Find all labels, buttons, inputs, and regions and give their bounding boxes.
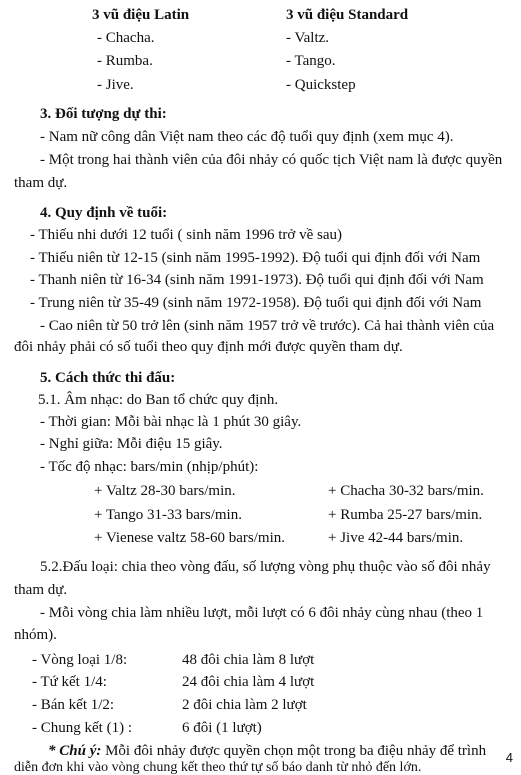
- section-4-line: - Thiếu nhi dưới 12 tuổi ( sinh năm 1996 trở về sau): [30, 227, 343, 243]
- section-5-line: - Thời gian: Mỗi bài nhạc là 1 phút 30 giây.: [40, 414, 302, 430]
- section-5-line: nhóm).: [14, 627, 57, 643]
- section-5-title: 5. Cách thức thi đấu:: [40, 370, 176, 386]
- round-value: 48 đôi chia làm 8 lượt: [182, 652, 315, 668]
- standard-item: - Quickstep: [286, 77, 356, 93]
- round-name: - Vòng loại 1/8:: [32, 652, 128, 668]
- note-line: [48, 742, 486, 760]
- tempo-item: + Jive 42-44 bars/min.: [328, 530, 464, 546]
- section-5-line: - Nghỉ giữa: Mỗi điệu 15 giây.: [40, 436, 223, 452]
- section-5-line: 5.2.Đấu loại: chia theo vòng đấu, số lượng vòng phụ thuộc vào số đôi nhảy: [40, 559, 491, 575]
- tempo-item: + Chacha 30-32 bars/min.: [328, 483, 484, 499]
- round-name: - Chung kết (1) :: [32, 720, 132, 736]
- section-5-line: - Mỗi vòng chia làm nhiều lượt, mỗi lượt có 6 đôi nhảy cùng nhau (theo 1: [40, 605, 484, 621]
- section-3-title: 3. Đối tượng dự thi:: [40, 106, 167, 122]
- section-3-line: - Một trong hai thành viên của đôi nhảy có quốc tịch Việt nam là được quyền: [40, 152, 503, 168]
- section-3-line: - Nam nữ công dân Việt nam theo các độ tuổi quy định (xem mục 4).: [40, 129, 454, 145]
- latin-item: - Rumba.: [97, 53, 153, 69]
- note-text: Mỗi đôi nhảy được quyền chọn một trong ba điệu nhảy để trình: [101, 743, 487, 759]
- tempo-item: + Valtz 28-30 bars/min.: [94, 483, 236, 499]
- tempo-item: + Vienese valtz 58-60 bars/min.: [94, 530, 285, 546]
- latin-item: - Jive.: [97, 77, 134, 93]
- latin-heading: 3 vũ điệu Latin: [92, 7, 190, 23]
- note-label: * Chú ý:: [48, 743, 102, 759]
- standard-item: - Valtz.: [286, 30, 330, 46]
- round-value: 24 đôi chia làm 4 lượt: [182, 674, 315, 690]
- section-5-line: 5.1. Âm nhạc: do Ban tổ chức quy định.: [38, 392, 279, 408]
- section-4-line: - Trung niên từ 35-49 (sinh năm 1972-1958). Độ tuổi qui định đối với Nam: [30, 295, 482, 311]
- round-name: - Tứ kết 1/4:: [32, 674, 107, 690]
- section-5-line: tham dự.: [14, 582, 68, 598]
- standard-item: - Tango.: [286, 53, 336, 69]
- round-value: 6 đôi (1 lượt): [182, 720, 262, 736]
- section-4-line: - Thiếu niên từ 12-15 (sinh năm 1995-1992). Độ tuổi qui định đối với Nam: [30, 250, 481, 266]
- section-4-line: đôi nhảy phải có số tuổi theo quy định mới được quyền tham dự.: [14, 339, 403, 355]
- note-line-2: diễn đơn khi vào vòng chung kết theo thứ tự số báo danh từ nhỏ đến lớn.: [14, 760, 422, 775]
- round-value: 2 đôi chia làm 2 lượt: [182, 697, 307, 713]
- tempo-item: + Rumba 25-27 bars/min.: [328, 507, 483, 523]
- section-4-line: - Cao niên từ 50 trở lên (sinh năm 1957 trở về trước). Cả hai thành viên của: [40, 318, 495, 334]
- section-4-line: - Thanh niên từ 16-34 (sinh năm 1991-1973). Độ tuổi qui định đối với Nam: [30, 272, 484, 288]
- round-name: - Bán kết 1/2:: [32, 697, 115, 713]
- section-5-line: - Tốc độ nhạc: bars/min (nhịp/phút):: [40, 459, 259, 475]
- section-4-title: 4. Quy định về tuổi:: [40, 205, 168, 221]
- standard-heading: 3 vũ điệu Standard: [286, 7, 409, 23]
- latin-item: - Chacha.: [97, 30, 155, 46]
- tempo-item: + Tango 31-33 bars/min.: [94, 507, 242, 523]
- page-number: 4: [505, 750, 513, 765]
- section-3-line: tham dự.: [14, 175, 68, 191]
